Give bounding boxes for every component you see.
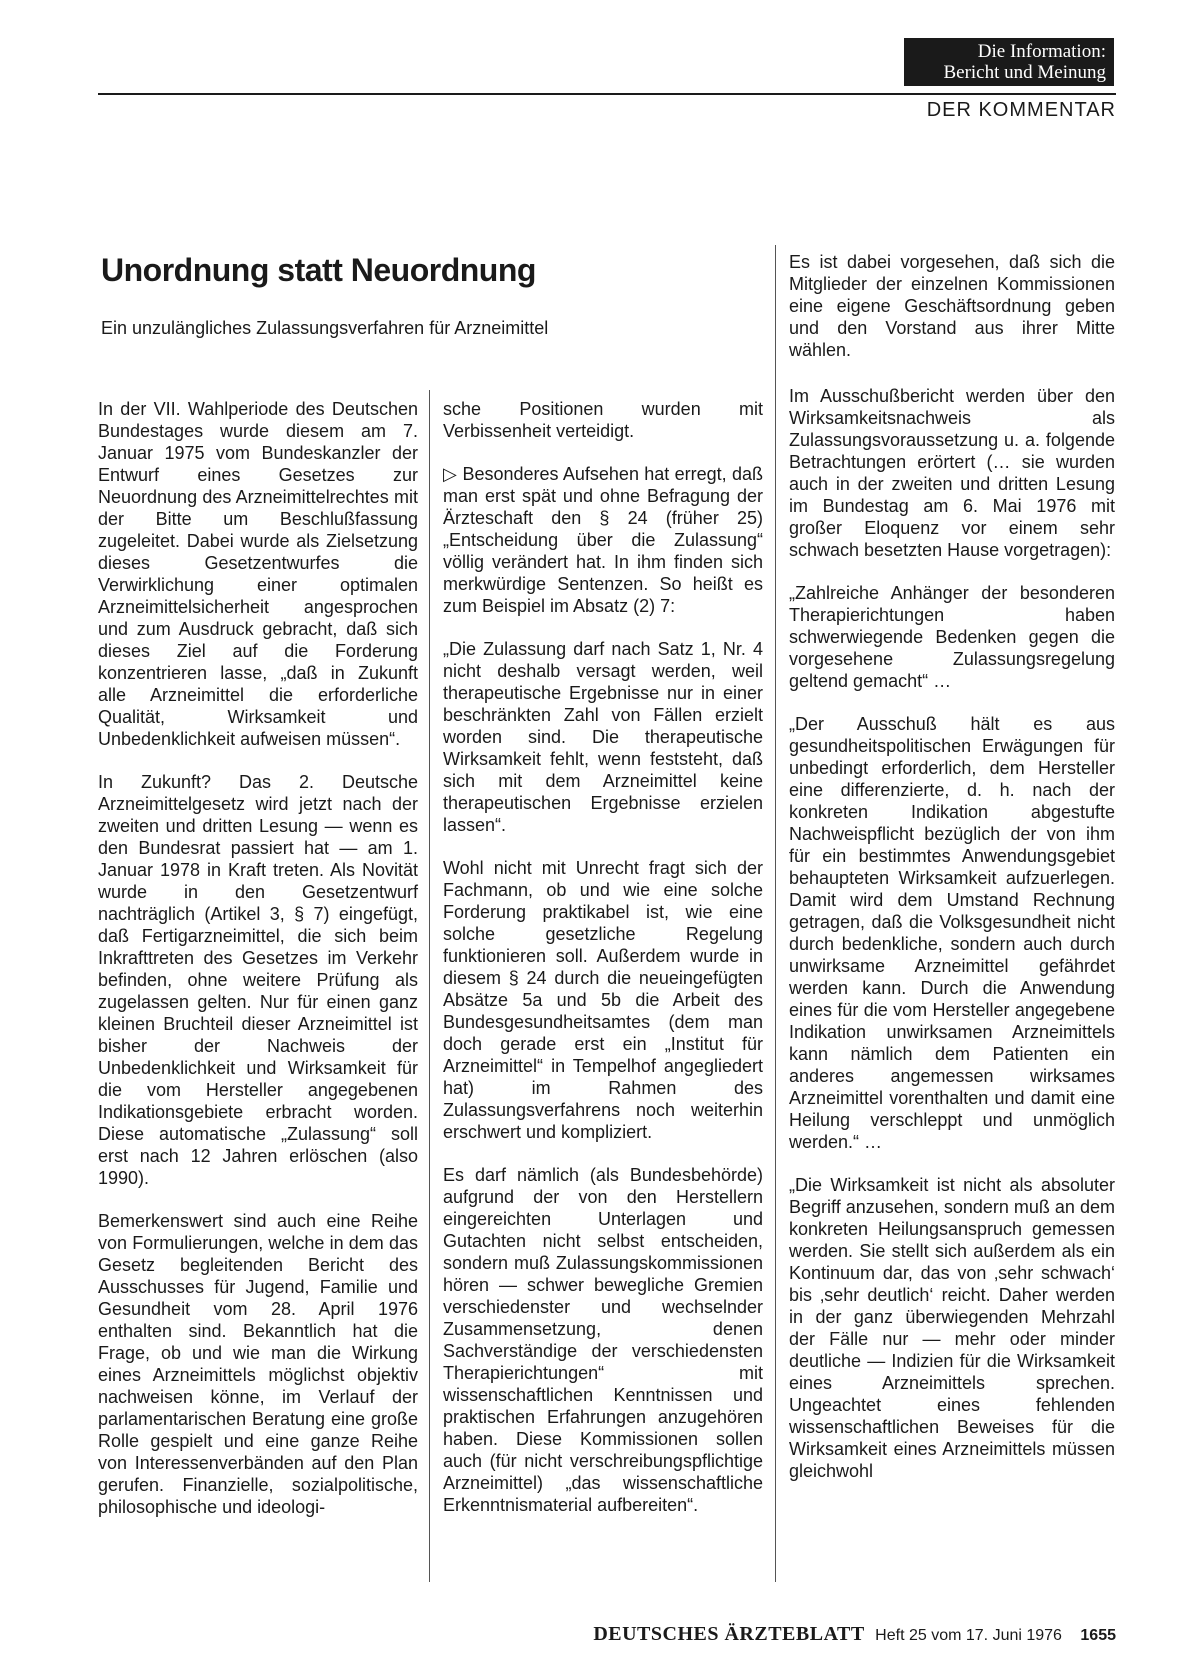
badge-line-1: Die Information:	[977, 41, 1106, 62]
paragraph: Wohl nicht mit Unrecht fragt sich der Fachmann, ob und wie eine solche Forderung praktikabel ist, wie eine solche gesetzliche Regelung funktionieren soll. Außerdem wurde in diesem § 24 durch die neueingefügten Absätze 5a und 5b die Arbeit des Bundesgesundheitsamtes (dem man doch gerade erst ein „Institut für Arzneimittel“ in Tempelhof angegliedert hat) im Rahmen des Zulassungsverfahrens noch weiterhin erschwert und kompliziert.	[443, 858, 763, 1142]
paragraph: ▷ Besonderes Aufsehen hat erregt, daß man erst spät und ohne Befragung der Ärzteschaft den § 24 (früher 25) „Entscheidung über die Zulassung“ völlig verändert hat. In ihm finden sich merkwürdige Sentenzen. So heißt es zum Beispiel im Absatz (2) 7:	[443, 464, 763, 616]
paragraph: Bemerkenswert sind auch eine Reihe von Formulierungen, welche in dem das Gesetz begleitenden Bericht des Ausschusses für Jugend, Familie und Gesundheit vom 28. April 1976 enthalten sind. Bekanntlich hat die Frage, ob und wie man die Wirkung eines Arzneimittels möglichst objektiv nachweisen könne, im Verlauf der parlamentarischen Beratung eine große Rolle gespielt und eine ganze Reihe von Interessenverbänden auf den Plan gerufen. Finanzielle, sozialpolitische, philosophische und ideologi-	[98, 1211, 418, 1517]
column-3-top	[789, 251, 1115, 361]
issue-info: Heft 25 vom 17. Juni 1976	[875, 1627, 1062, 1644]
header-rule	[98, 93, 1116, 95]
paragraph: In der VII. Wahlperiode des Deutschen Bundestages wurde diesem am 7. Januar 1975 vom Bundeskanzler der Entwurf eines Gesetzes zur Neuordnung des Arzneimittelrechtes mit der Bitte um Beschlußfassung zugeleitet. Dabei wurde als Zielsetzung dieses Gesetzentwurfes die Verwirklichung einer optimalen Arzneimittelsicherheit angesprochen und zum Ausdruck gebracht, daß sich dieses Ziel auf die Forderung konzentrieren lasse, „daß in Zukunft alle Arzneimittel die erforderliche Qualität, Wirksamkeit und Unbedenklichkeit aufweisen müssen“.	[98, 399, 418, 749]
quote-paragraph: „Zahlreiche Anhänger der besonderen Therapierichtungen haben schwerwiegende Bedenken gegen die vorgesehene Zulassungsregelung geltend gemacht“ …	[789, 583, 1115, 691]
quote-paragraph: „Die Zulassung darf nach Satz 1, Nr. 4 nicht deshalb versagt werden, weil therapeutische Ergebnisse nur in einer beschränkten Zahl von Fällen erzielt worden sind. Die therapeutische Wirksamkeit fehlt, wenn feststeht, daß sich mit dem Arzneimittel keine therapeutischen Ergebnisse erzielen lassen“.	[443, 639, 763, 835]
quote-paragraph: „Die Wirksamkeit ist nicht als absoluter Begriff anzusehen, sondern muß an dem konkreten Heilungsanspruch gemessen werden. Sie stellt sich außerdem als ein Kontinuum dar, das von ‚sehr schwach‘ bis ‚sehr deutlich‘ reicht. Daher werden in der ganz überwiegenden Mehrzahl der Fälle nur — mehr oder minder deutliche — Indizien für die Wirksamkeit eines Arzneimittels sprechen. Ungeachtet eines fehlenden wissenschaftlichen Beweises für die Wirksamkeit eines Arzneimittels müssen gleichwohl	[789, 1175, 1115, 1481]
article-title: Unordnung statt Neuordnung	[101, 252, 536, 288]
paragraph: sche Positionen wurden mit Verbissenheit verteidigt.	[443, 399, 763, 441]
column-divider-2	[775, 245, 776, 1582]
paragraph: Es ist dabei vorgesehen, daß sich die Mitglieder der einzelnen Kommissionen eine eigene Geschäftsordnung geben und den Vorstand aus ihrer Mitte wählen.	[789, 252, 1115, 360]
column-divider-1	[429, 390, 430, 1582]
paragraph: Es darf nämlich (als Bundesbehörde) aufgrund der von den Herstellern eingereichten Unterlagen und Gutachten nicht selbst entscheiden, sondern muß Zulassungskommissionen hören — schwer bewegliche Gremien verschiedenster und wechselnder Zusammensetzung, denen Sachverständige der verschiedensten Therapierichtungen“ mit wissenschaftlichen Kenntnissen und praktischen Erfahrungen anzugehören haben. Diese Kommissionen sollen auch (für nicht verschreibungspflichtige Arzneimittel) „das wissenschaftliche Erkenntnismaterial aufbereiten“.	[443, 1165, 763, 1515]
paragraph: Im Ausschußbericht werden über den Wirksamkeitsnachweis als Zulassungsvoraussetzung u. a. folgende Betrachtungen erörtert (… sie wurden auch in der zweiten und dritten Lesung im Bundestag am 6. Mai 1976 mit großer Eloquenz vor einem sehr schwach besetzten Hause vorgetragen):	[789, 386, 1115, 560]
column-1	[98, 398, 418, 1518]
article-subtitle: Ein unzulängliches Zulassungsverfahren für Arzneimittel	[101, 318, 549, 338]
column-3	[789, 385, 1115, 1482]
section-badge	[904, 38, 1114, 86]
page-number: 1655	[1080, 1627, 1116, 1644]
paragraph: In Zukunft? Das 2. Deutsche Arzneimittelgesetz wird jetzt nach der zweiten und dritten Lesung — wenn es den Bundesrat passiert hat — am 1. Januar 1978 in Kraft treten. Als Novität wurde in den Gesetzentwurf nachträglich (Artikel 3, § 7) eingefügt, daß Fertigarzneimittel, die sich beim Inkrafttreten des Gesetzes im Verkehr befinden, ohne weitere Prüfung als zugelassen gelten. Nur für einen ganz kleinen Bruchteil dieser Arzneimittel ist bisher der Nachweis der Unbedenklichkeit und Wirksamkeit für die vom Hersteller angegebenen Indikationsgebiete erbracht worden. Diese automatische „Zulassung“ soll erst nach 12 Jahren erlöschen (also 1990).	[98, 772, 418, 1188]
column-2	[443, 398, 763, 1516]
quote-paragraph: „Der Ausschuß hält es aus gesundheitspolitischen Erwägungen für unbedingt erforderlich, dem Hersteller eine differenzierte, d. h. nach der konkreten Indikation abgestufte Nachweispflicht bezüglich der von ihm für ein bestimmtes Anwendungsgebiet behaupteten Wirksamkeit aufzuerlegen. Damit wird dem Umstand Rechnung getragen, daß die Volksgesundheit nicht durch bedenkliche, sondern auch durch unwirksame Arzneimittel gefährdet werden kann. Durch die Anwendung eines für die vom Hersteller angegebene Indikation unwirksamen Arzneimittels kann nämlich dem Patienten ein anderes angemessen wirksames Arzneimittel vorenthalten und damit eine Heilung verschleppt und unmöglich werden.“ …	[789, 714, 1115, 1152]
badge-line-2: Bericht und Meinung	[943, 62, 1106, 83]
journal-name: DEUTSCHES ÄRZTEBLATT	[593, 1623, 865, 1645]
page-footer	[484, 1623, 1116, 1646]
section-label: DER KOMMENTAR	[926, 99, 1116, 121]
